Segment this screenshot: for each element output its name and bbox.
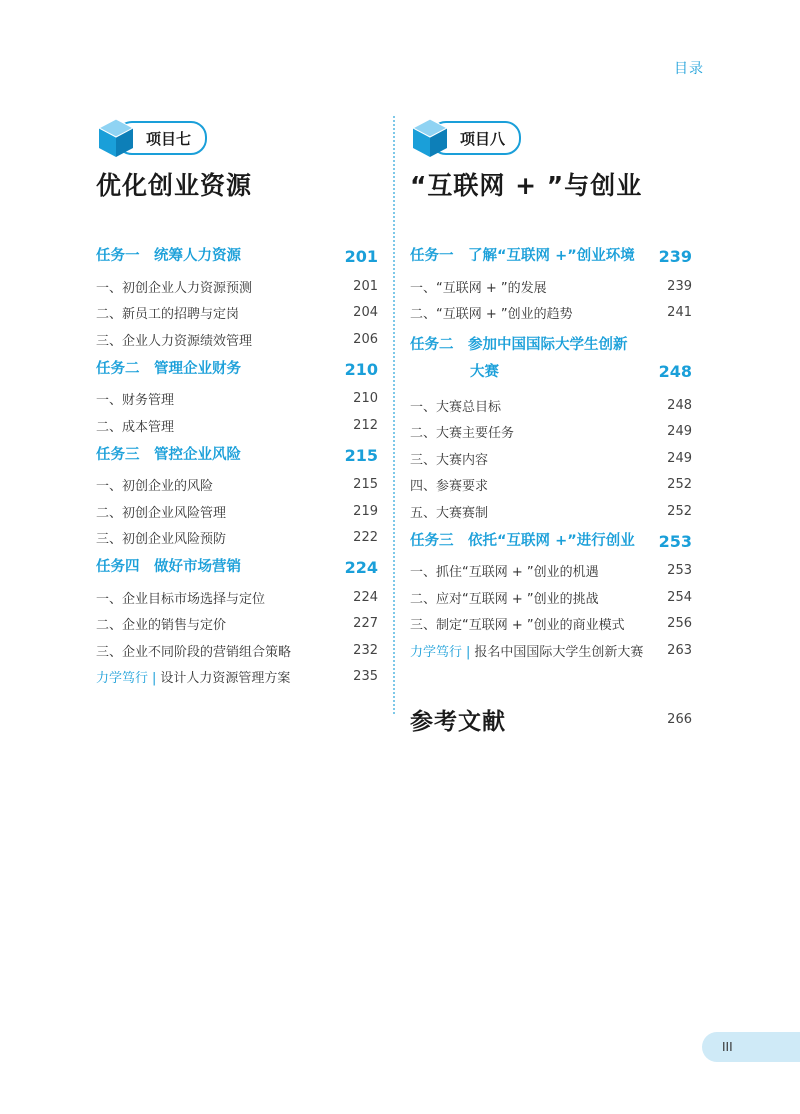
- task-page: 201: [344, 247, 378, 266]
- column-divider: [393, 116, 395, 714]
- item-label: 一、企业目标市场选择与定位: [96, 591, 266, 607]
- page-number: III: [722, 1040, 733, 1054]
- practice-separator: |: [152, 671, 157, 687]
- toc-task[interactable]: [96, 240, 378, 273]
- toc-item[interactable]: [96, 273, 378, 300]
- references-page: 266: [667, 712, 692, 727]
- toc-item[interactable]: [410, 445, 692, 472]
- references-entry[interactable]: [410, 700, 692, 740]
- toc-task[interactable]: [96, 353, 378, 386]
- item-page: 248: [667, 397, 692, 413]
- item-page: 215: [353, 477, 378, 493]
- item-label: 二、企业的销售与定价: [96, 618, 227, 634]
- item-label: 二、新员工的招聘与定岗: [96, 307, 240, 323]
- item-label: 一、财务管理: [96, 393, 175, 409]
- item-page: 227: [353, 616, 378, 632]
- task-page: 253: [658, 531, 692, 551]
- toc-practice-item[interactable]: [410, 637, 692, 664]
- table-of-contents: [410, 240, 692, 740]
- project-seven-column: [96, 116, 378, 690]
- item-label: 五、大赛赛制: [410, 505, 489, 521]
- toc-task[interactable]: [410, 326, 692, 392]
- toc-item[interactable]: [96, 637, 378, 664]
- item-page: 253: [667, 563, 692, 579]
- task-page: 248: [658, 362, 692, 381]
- project-badge-row: [410, 116, 692, 160]
- item-page: 239: [667, 278, 692, 294]
- toc-task[interactable]: [410, 525, 692, 558]
- project-eight-column: [410, 116, 692, 740]
- practice-label: 报名中国国际大学生创新大赛: [474, 644, 644, 660]
- item-label: 三、企业不同阶段的营销组合策略: [96, 644, 292, 660]
- item-page: 206: [353, 331, 378, 347]
- task-label: 任务一 统筹人力资源: [96, 248, 241, 264]
- item-page: 224: [353, 589, 378, 605]
- item-page: 241: [667, 305, 692, 321]
- toc-item[interactable]: [96, 472, 378, 499]
- toc-item[interactable]: [96, 412, 378, 439]
- toc-item[interactable]: [96, 386, 378, 413]
- task-page: 210: [344, 359, 378, 379]
- toc-item[interactable]: [410, 611, 692, 638]
- item-page: 256: [667, 616, 692, 632]
- toc-item[interactable]: [96, 498, 378, 525]
- project-title: 优化创业资源: [96, 171, 253, 200]
- item-page: 252: [667, 477, 692, 493]
- project-badge: 项目八: [430, 121, 521, 155]
- item-page: 232: [353, 642, 378, 658]
- task-label-line2: 大赛: [470, 364, 499, 380]
- item-page: 235: [353, 669, 378, 685]
- project-title: “互联网 + ”与创业: [410, 171, 643, 200]
- toc-item[interactable]: [96, 584, 378, 611]
- task-label: 任务四 做好市场营销: [96, 559, 241, 575]
- task-page: 239: [658, 247, 692, 266]
- toc-item[interactable]: [96, 300, 378, 327]
- item-label: 二、成本管理: [96, 419, 175, 435]
- item-page: 249: [667, 424, 692, 440]
- toc-item[interactable]: [410, 300, 692, 327]
- toc-item[interactable]: [410, 392, 692, 419]
- practice-tag: 力学笃行: [96, 671, 149, 687]
- item-page: 210: [353, 391, 378, 407]
- item-label: 一、“互联网 + ”的发展: [410, 280, 547, 296]
- toc-task[interactable]: [96, 551, 378, 584]
- item-page: 254: [667, 589, 692, 605]
- item-page: 252: [667, 503, 692, 519]
- item-label: 二、应对“互联网 + ”创业的挑战: [410, 591, 599, 607]
- task-label: 任务三 管控企业风险: [96, 446, 241, 463]
- table-of-contents: [96, 240, 378, 690]
- section-header-title: 目录: [674, 61, 704, 77]
- item-label: 一、初创企业的风险: [96, 479, 214, 495]
- item-page: 212: [353, 417, 378, 433]
- item-label: 一、大赛总目标: [410, 399, 502, 415]
- task-label: 任务二 管理企业财务: [96, 360, 241, 377]
- item-label: 一、抓住“互联网 + ”创业的机遇: [410, 565, 599, 581]
- item-label: 三、初创企业风险预防: [96, 532, 227, 548]
- project-badge-row: [96, 116, 378, 160]
- practice-tag: 力学笃行: [410, 644, 463, 660]
- practice-label-group: [96, 667, 290, 686]
- toc-item[interactable]: [96, 326, 378, 353]
- item-label: 一、初创企业人力资源预测: [96, 280, 253, 296]
- item-label: 三、企业人力资源绩效管理: [96, 333, 253, 349]
- cube-icon: [96, 116, 136, 160]
- practice-label: 设计人力资源管理方案: [160, 671, 291, 687]
- item-page: 249: [667, 450, 692, 466]
- item-page: 204: [353, 305, 378, 321]
- task-label-line1: 任务二 参加中国国际大学生创新: [410, 337, 628, 353]
- toc-item[interactable]: [410, 273, 692, 300]
- toc-item[interactable]: [410, 472, 692, 499]
- item-label: 三、大赛内容: [410, 452, 489, 468]
- task-label: 任务三 依托“互联网 +”进行创业: [410, 532, 635, 549]
- toc-item[interactable]: [410, 419, 692, 446]
- toc-task[interactable]: [96, 439, 378, 472]
- task-page: 224: [344, 558, 378, 577]
- task-label: 任务一 了解“互联网 +”创业环境: [410, 248, 635, 264]
- toc-item[interactable]: [96, 611, 378, 638]
- item-label: 四、参赛要求: [410, 479, 489, 495]
- item-page: 263: [667, 642, 692, 658]
- item-page: 219: [353, 503, 378, 519]
- task-label-line2-row: [410, 358, 692, 386]
- project-badge: 项目七: [116, 121, 207, 155]
- page-number-tab: [702, 1032, 800, 1062]
- toc-item[interactable]: [96, 525, 378, 552]
- toc-practice-item[interactable]: [96, 664, 378, 691]
- item-label: 二、初创企业风险管理: [96, 505, 227, 521]
- toc-task[interactable]: [410, 240, 692, 273]
- item-page: 201: [353, 278, 378, 294]
- toc-item[interactable]: [410, 558, 692, 585]
- toc-item[interactable]: [410, 498, 692, 525]
- cube-icon: [410, 116, 450, 160]
- item-label: 二、大赛主要任务: [410, 426, 515, 442]
- toc-item[interactable]: [410, 584, 692, 611]
- item-label: 三、制定“互联网 + ”创业的商业模式: [410, 618, 625, 634]
- item-page: 222: [353, 530, 378, 546]
- item-label: 二、“互联网 + ”创业的趋势: [410, 307, 573, 323]
- practice-label-group: [410, 641, 643, 660]
- practice-separator: |: [466, 644, 471, 660]
- task-page: 215: [344, 445, 378, 465]
- references-title: 参考文献: [410, 709, 506, 735]
